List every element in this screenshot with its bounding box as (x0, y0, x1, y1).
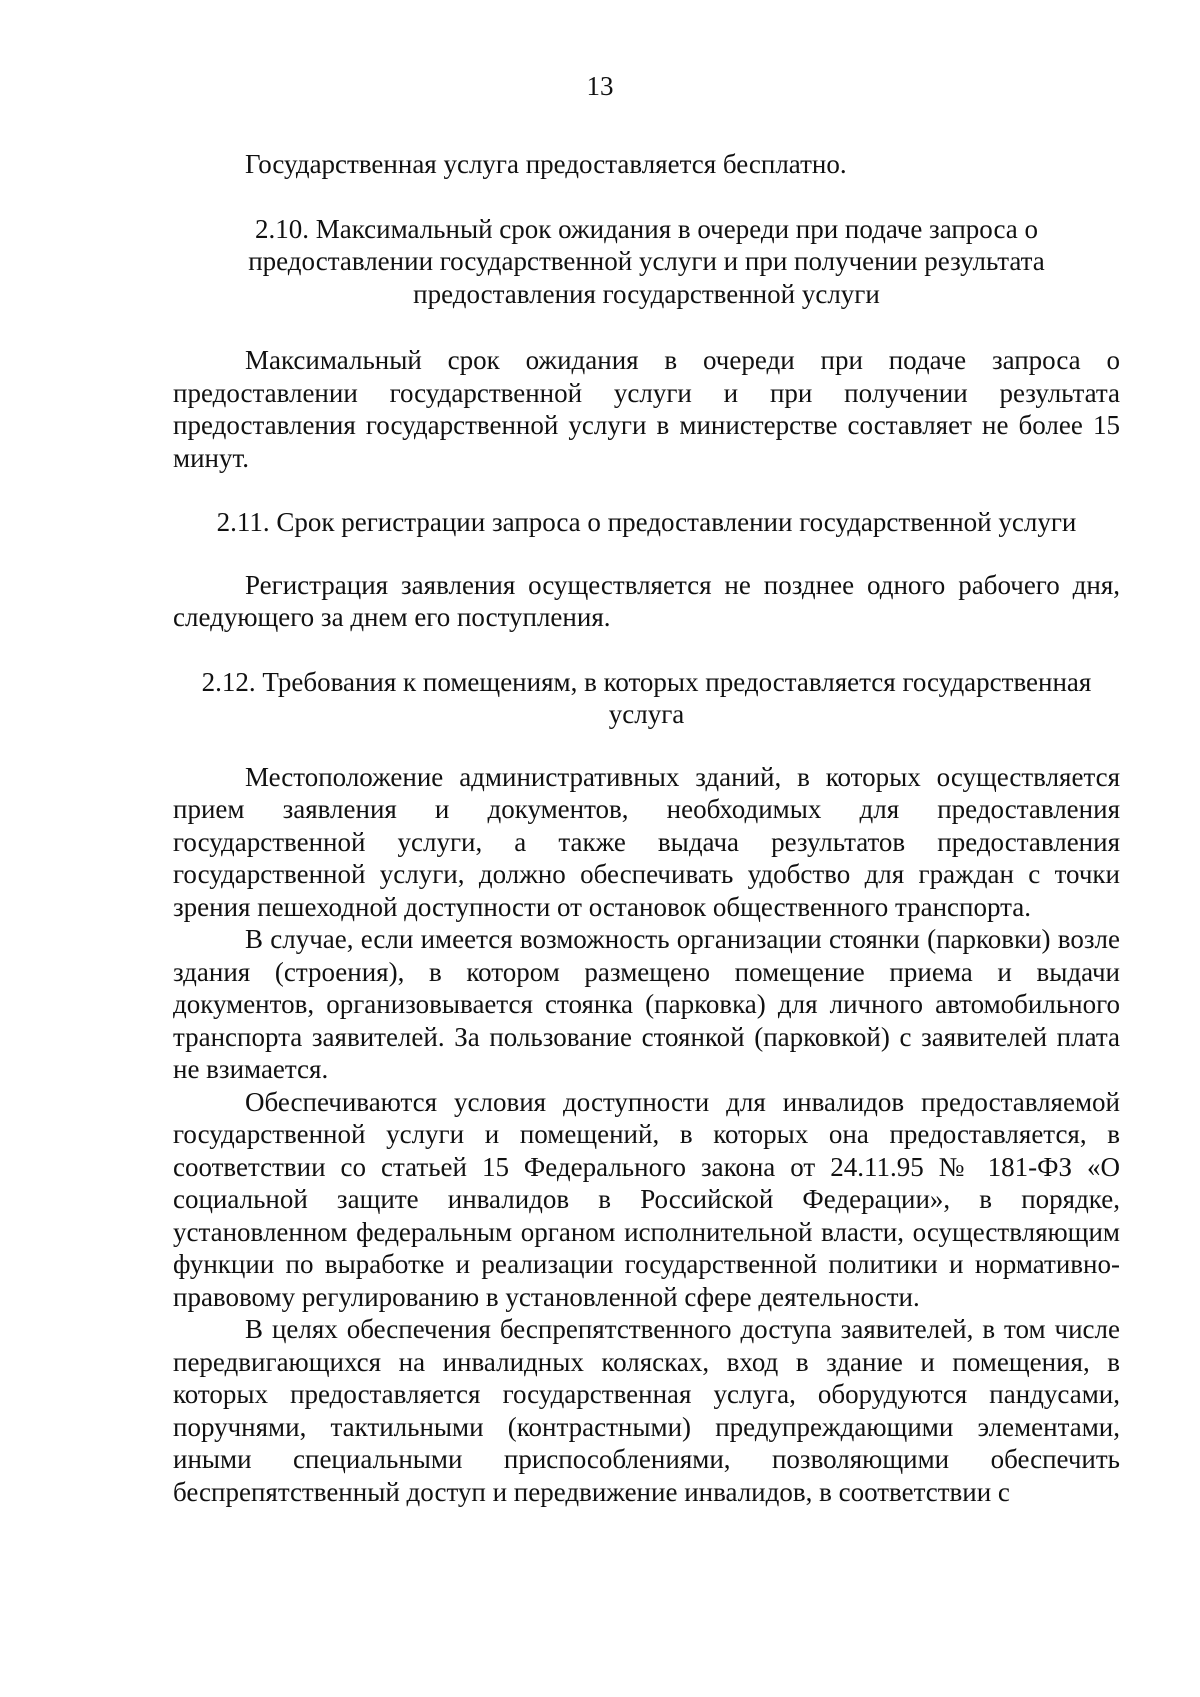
section-heading-2-10: 2.10. Максимальный срок ожидания в очереди при подаче запроса о предоставлении государственной услуги и при получении результата предоставления государственной услуги (248, 213, 1045, 309)
paragraph-2-12-accessibility: Обеспечиваются условия доступности для инвалидов предоставляемой государственной услуги и помещений, в которых она предоставляется, в соответствии со статьей 15 Федерального закона от 24.11.95 № 181-ФЗ «О социальной защите инвалидов в Российской Федерации», в порядке, установленном федеральным органом исполнительной власти, осуществляющим функции по выработке и реализации государственной политики и нормативно-правовому регулированию в установленной сфере деятельности. (173, 1086, 1120, 1312)
document-body (173, 148, 1120, 1508)
section-heading-2-11: 2.11. Срок регистрации запроса о предоставлении государственной услуги (216, 507, 1077, 537)
paragraph-2-10: Максимальный срок ожидания в очереди при подаче запроса о предоставлении государственной услуги и при получении результата предоставления государственной услуги в министерстве составляет не более 15 минут. (173, 345, 1120, 473)
section-heading-2-12: 2.12. Требования к помещениям, в которых предоставляется государственная услуга (201, 666, 1092, 729)
paragraph-2-11: Регистрация заявления осуществляется не позднее одного рабочего дня, следующего за днем его поступления. (173, 569, 1120, 632)
paragraph-free-of-charge: Государственная услуга предоставляется бесплатно. (245, 149, 847, 179)
page-number: 13 (586, 71, 614, 101)
paragraph-2-12-location: Местоположение административных зданий, в которых осуществляется прием заявления и документов, необходимых для предоставления государственной услуги, а также выдача результатов предоставления государственной услуги, должно обеспечивать удобство для граждан с точки зрения пешеходной доступности от остановок общественного транспорта. (173, 761, 1120, 922)
paragraph-2-12-parking: В случае, если имеется возможность организации стоянки (парковки) возле здания (строения), в котором размещено помещение приема и выдачи документов, организовывается стоянка (парковка) для личного автомобильного транспорта заявителей. За пользование стоянкой (парковкой) с заявителей плата не взимается. (173, 924, 1120, 1084)
paragraph-2-12-barrier-free: В целях обеспечения беспрепятственного доступа заявителей, в том числе передвигающихся на инвалидных колясках, вход в здание и помещения, в которых предоставляется государственная услуга, оборудуются пандусами, поручнями, тактильными (контрастными) предупреждающими элементами, иными специальными приспособлениями, позволяющими обеспечить беспрепятственный доступ и передвижение инвалидов, в соответствии с (173, 1314, 1120, 1507)
